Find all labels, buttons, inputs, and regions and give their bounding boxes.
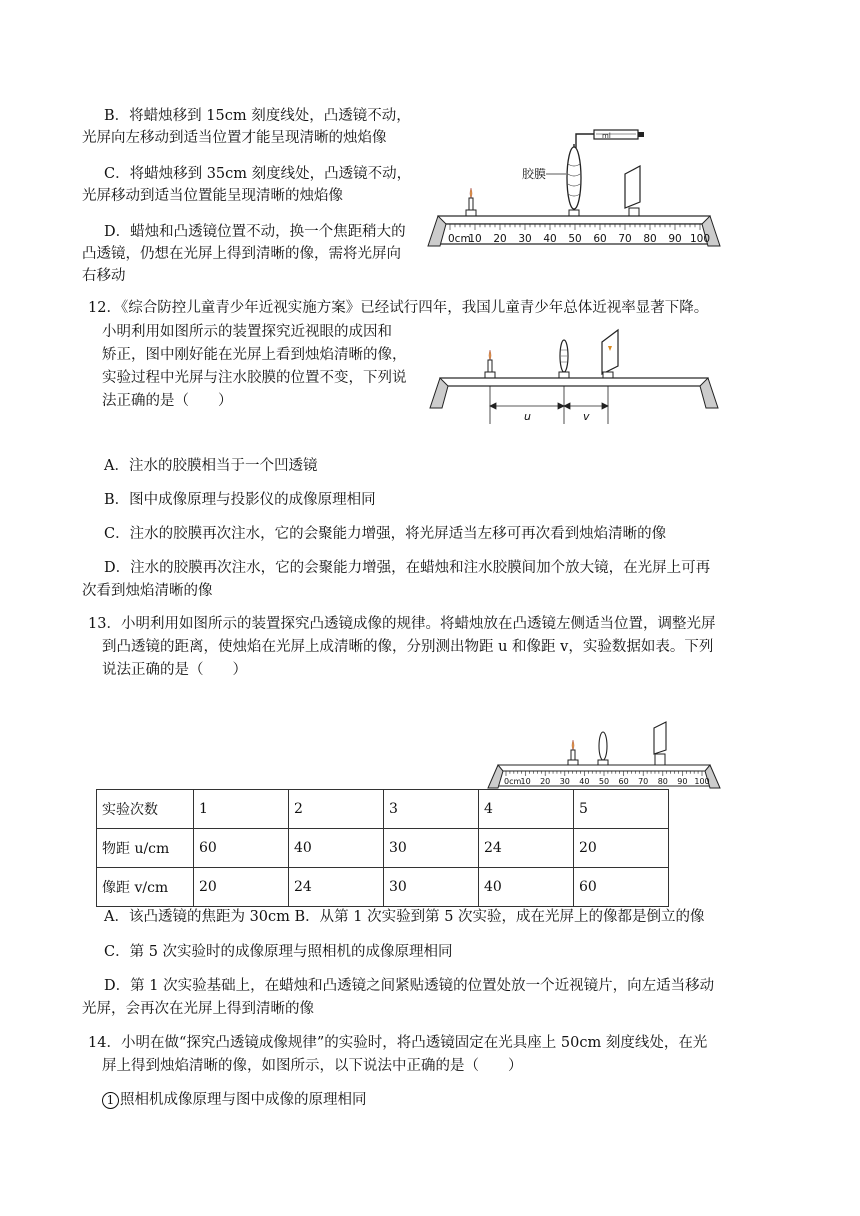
q12-option-b: B．图中成像原理与投影仪的成像原理相同 — [104, 492, 376, 508]
q12-option-a: A．注水的胶膜相当于一个凹透镜 — [104, 458, 318, 474]
q12-stem-line5: 法正确的是（ ） — [102, 393, 233, 409]
scale-label: 60 — [593, 233, 607, 245]
scale-label: 40 — [543, 233, 557, 245]
scale-label: 40 — [579, 777, 590, 786]
q13-data-table — [96, 789, 669, 907]
table-cell: 24 — [479, 829, 574, 868]
table-row-header: 物距 u/cm — [97, 829, 194, 868]
table-row-header: 实验次数 — [97, 790, 194, 829]
candle — [568, 740, 578, 765]
light-screen — [654, 722, 666, 765]
q13-stem-line2: 到凸透镜的距离，使烛焰在光屏上成清晰的像，分别测出物距 u 和像距 v，实验数据如表。下列 — [102, 639, 714, 655]
table-cell: 24 — [289, 868, 384, 907]
scale-label: 20 — [493, 233, 507, 245]
scale-label: 90 — [668, 233, 682, 245]
q11-option-d-line3: 右移动 — [82, 268, 126, 284]
scale-label: 10 — [520, 777, 531, 786]
q11-option-d-line2: 凸透镜，仍想在光屏上得到清晰的像，需将光屏向 — [82, 246, 401, 262]
table-cell: 60 — [574, 868, 669, 907]
scale-label: 30 — [518, 233, 532, 245]
scale-label: 80 — [643, 233, 657, 245]
bench-top — [498, 765, 710, 771]
table-cell: 20 — [194, 868, 289, 907]
bench-top — [440, 378, 708, 386]
table-row — [97, 868, 669, 907]
q12-stem-line2: 小明利用如图所示的装置探究近视眼的成因和 — [102, 324, 392, 340]
q11-optical-bench-figure — [426, 122, 726, 250]
syringe-icon — [576, 130, 644, 148]
scale-label: 50 — [568, 233, 582, 245]
scale-label: 70 — [618, 233, 632, 245]
scale-label: 0cm — [448, 233, 471, 245]
table-cell: 60 — [194, 829, 289, 868]
table-cell: 40 — [479, 868, 574, 907]
u-label: u — [524, 410, 531, 423]
svg-text:ml: ml — [602, 132, 611, 140]
q13-stem-line1: 13．小明利用如图所示的装置探究凸透镜成像的规律。将蜡烛放在凸透镜左侧适当位置，调整光屏 — [88, 616, 716, 632]
film-lens — [559, 340, 569, 378]
q11-option-c-line2: 光屏移动到适当位置能呈现清晰的烛焰像 — [82, 188, 343, 204]
q11-option-b-line1: B．将蜡烛移到 15cm 刻度线处，凸透镜不动， — [104, 108, 411, 124]
q12-option-c: C．注水的胶膜再次注水，它的会聚能力增强，将光屏适当左移可再次看到烛焰清晰的像 — [104, 526, 667, 542]
q13-bench-figure — [484, 718, 724, 790]
bench-top — [438, 216, 710, 224]
scale-label: 30 — [559, 777, 570, 786]
table-cell: 40 — [289, 829, 384, 868]
scale-label: 0cm — [504, 777, 522, 786]
uv-dimension-lines — [490, 386, 608, 424]
film-lens — [567, 144, 581, 216]
table-cell: 3 — [384, 790, 479, 829]
film-label: 胶膜 — [522, 167, 547, 181]
q12-bench-figure — [424, 320, 724, 428]
scale-label: 60 — [618, 777, 629, 786]
table-cell: 30 — [384, 829, 479, 868]
q12-option-d-line1: D．注水的胶膜再次注水，它的会聚能力增强，在蜡烛和注水胶膜间加个放大镜，在光屏上可再 — [104, 560, 711, 576]
q13-option-d-line1: D．第 1 次实验基础上，在蜡烛和凸透镜之间紧贴透镜的位置处放一个近视镜片，向左适当移动 — [104, 978, 715, 994]
scale-label: 10 — [468, 233, 482, 245]
table-row — [97, 829, 669, 868]
scale-label: 100 — [694, 777, 710, 786]
q12-option-d-line2: 次看到烛焰清晰的像 — [82, 583, 213, 599]
circled-number: 1 — [102, 1092, 119, 1109]
q14-item-1-text: 照相机成像原理与图中成像的原理相同 — [120, 1092, 367, 1108]
scale-label: 70 — [638, 777, 649, 786]
candle — [485, 350, 495, 378]
convex-lens — [598, 732, 608, 765]
table-cell: 4 — [479, 790, 574, 829]
table-cell: 1 — [194, 790, 289, 829]
q11-option-b-line2: 光屏向左移动到适当位置才能呈现清晰的烛焰像 — [82, 130, 387, 146]
scale-label: 20 — [540, 777, 551, 786]
table-cell: 2 — [289, 790, 384, 829]
table-cell: 20 — [574, 829, 669, 868]
q14-stem-line1: 14．小明在做“探究凸透镜成像规律”的实验时，将凸透镜固定在光具座上 50cm 刻度线处，在光 — [88, 1035, 708, 1051]
scale-label: 80 — [657, 777, 668, 786]
q13-option-ab: A．该凸透镜的焦距为 30cm B．从第 1 次实验到第 5 次实验，成在光屏上的像都是倒立的像 — [104, 909, 705, 925]
table-cell: 30 — [384, 868, 479, 907]
q14-stem-line2: 屏上得到烛焰清晰的像，如图所示，以下说法中正确的是（ ） — [102, 1058, 523, 1074]
q12-stem-line4: 实验过程中光屏与注水胶膜的位置不变，下列说 — [102, 370, 407, 386]
light-screen — [602, 330, 618, 378]
q11-option-c-line1: C．将蜡烛移到 35cm 刻度线处，凸透镜不动， — [104, 166, 412, 182]
q14-item-1 — [102, 1090, 367, 1110]
scale-label: 100 — [689, 233, 711, 245]
table-row — [97, 790, 669, 829]
scale-label: 90 — [677, 777, 688, 786]
table-row-header: 像距 v/cm — [97, 868, 194, 907]
q13-option-d-line2: 光屏，会再次在光屏上得到清晰的像 — [82, 1001, 314, 1017]
q12-stem-line1: 12．《综合防控儿童青少年近视实施方案》已经试行四年，我国儿童青少年总体近视率显著下降。 — [88, 300, 709, 316]
scale-label: 50 — [598, 777, 610, 786]
q12-stem-line3: 矫正，图中刚好能在光屏上看到烛焰清晰的像， — [102, 347, 407, 363]
v-label: v — [583, 410, 590, 423]
candle — [466, 188, 476, 216]
q13-stem-line3: 说法正确的是（ ） — [102, 662, 247, 678]
q11-option-d-line1: D．蜡烛和凸透镜位置不动，换一个焦距稍大的 — [104, 224, 406, 240]
light-screen — [625, 166, 640, 216]
table-cell: 5 — [574, 790, 669, 829]
q13-option-c: C．第 5 次实验时的成像原理与照相机的成像原理相同 — [104, 944, 453, 960]
